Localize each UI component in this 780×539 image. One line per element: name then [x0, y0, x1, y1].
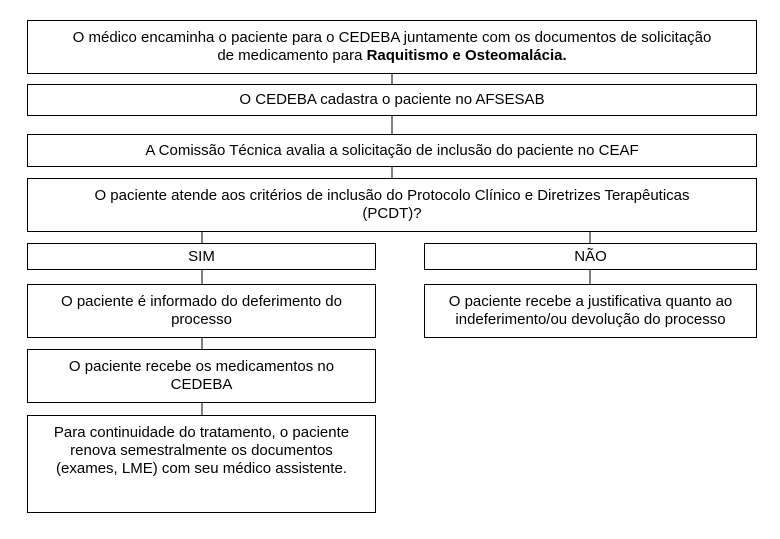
- yes-medication-box: [27, 349, 376, 403]
- yes-continuity-box: [27, 415, 376, 513]
- decision-criteria-box: [27, 178, 757, 232]
- step-referral-bold: Raquitismo e Osteomalácia.: [366, 47, 567, 64]
- yes-continuity-text: Para continuidade do tratamento, o paciente renova semestralmente os documentos (exames, LME) com seu médico assistente.: [53, 424, 350, 477]
- step-register-box: [27, 84, 757, 116]
- step-register-text: O CEDEBA cadastra o paciente no AFSESAB: [239, 91, 545, 108]
- no-rejected-box: [424, 284, 757, 338]
- yes-medication-text: O paciente recebe os medicamentos no CEDEBA: [68, 358, 335, 393]
- yes-label-box: [27, 243, 376, 270]
- no-label: NÃO: [574, 247, 607, 265]
- yes-label: SIM: [188, 247, 215, 265]
- decision-criteria-text: O paciente atende aos critérios de inclusão do Protocolo Clínico e Diretrizes Terapêuticas (PCDT)?: [94, 187, 690, 222]
- yes-approved-box: [27, 284, 376, 338]
- no-label-box: [424, 243, 757, 270]
- step-evaluation-text: A Comissão Técnica avalia a solicitação de inclusão do paciente no CEAF: [145, 141, 639, 159]
- step-referral-box: [27, 20, 757, 74]
- yes-approved-text: O paciente é informado do deferimento do processo: [60, 293, 342, 328]
- step-evaluation-box: [27, 134, 757, 167]
- step-referral-text: O médico encaminha o paciente para o CEDEBA juntamente com os documentos de solicitação de medicamento para Raquitismo e Osteomalácia.: [72, 29, 712, 64]
- no-rejected-text: O paciente recebe a justificativa quanto ao indeferimento/ou devolução do processo: [448, 293, 733, 328]
